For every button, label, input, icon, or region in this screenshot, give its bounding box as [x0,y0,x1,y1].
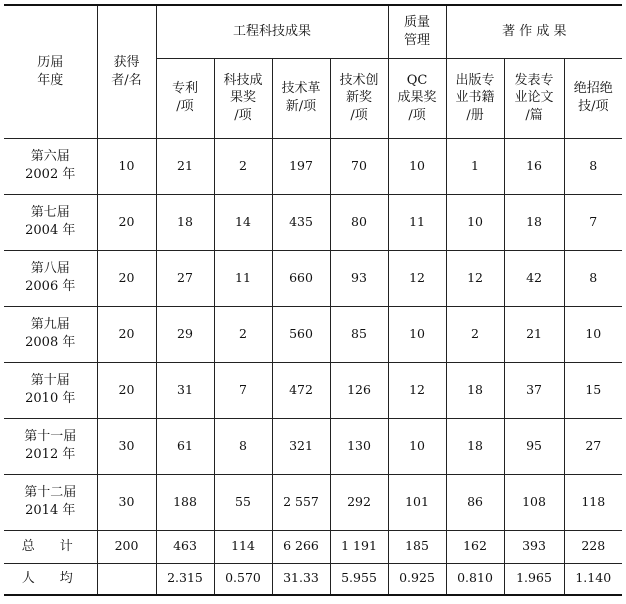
table-body [4,138,622,595]
cell-qc: 10 [388,138,446,194]
cell-papers: 18 [504,194,564,250]
header-innov-award: 技术创 新奖 /项 [330,58,388,138]
cell-sci-award: 2 [214,138,272,194]
cell-skills: 10 [564,306,622,362]
cell-innov-award: 93 [330,250,388,306]
cell-skills: 8 [564,138,622,194]
cell-skills: 27 [564,418,622,474]
cell-books: 86 [446,474,504,530]
cell-sci-award: 14 [214,194,272,250]
cell-skills: 1.140 [564,563,622,595]
header-group-publications: 著 作 成 果 [446,5,622,58]
cell-qc: 12 [388,362,446,418]
cell-sci-award: 114 [214,530,272,563]
header-innovation: 技术革 新/项 [272,58,330,138]
cell-year: 第十一届 2012 年 [4,418,97,474]
table-header [4,5,622,138]
total-row [4,530,622,563]
table-row [4,362,622,418]
cell-patent: 31 [156,362,214,418]
cell-papers: 37 [504,362,564,418]
cell-year: 第七届 2004 年 [4,194,97,250]
header-year: 历届 年度 [4,5,97,138]
cell-year: 第十二届 2014 年 [4,474,97,530]
cell-books: 18 [446,362,504,418]
cell-winners: 30 [97,474,156,530]
cell-books: 10 [446,194,504,250]
table-row [4,306,622,362]
cell-innovation: 6 266 [272,530,330,563]
cell-year: 第六届 2002 年 [4,138,97,194]
cell-patent: 29 [156,306,214,362]
cell-winners: 30 [97,418,156,474]
cell-books: 12 [446,250,504,306]
cell-winners: 10 [97,138,156,194]
cell-innovation: 31.33 [272,563,330,595]
cell-qc: 12 [388,250,446,306]
cell-innov-award: 80 [330,194,388,250]
cell-qc: 10 [388,306,446,362]
cell-year: 第九届 2008 年 [4,306,97,362]
cell-patent: 188 [156,474,214,530]
cell-innov-award: 5.955 [330,563,388,595]
cell-winners: 20 [97,250,156,306]
header-patent: 专利 /项 [156,58,214,138]
cell-innovation: 197 [272,138,330,194]
table-row [4,418,622,474]
cell-books: 162 [446,530,504,563]
header-skills: 绝招绝 技/项 [564,58,622,138]
cell-winners: 20 [97,362,156,418]
cell-innovation: 660 [272,250,330,306]
cell-winners: 20 [97,306,156,362]
cell-qc: 10 [388,418,446,474]
cell-papers: 108 [504,474,564,530]
header-books: 出版专 业书籍 /册 [446,58,504,138]
cell-skills: 228 [564,530,622,563]
cell-patent: 27 [156,250,214,306]
cell-books: 1 [446,138,504,194]
cell-patent: 21 [156,138,214,194]
cell-innovation: 435 [272,194,330,250]
cell-year: 第八届 2006 年 [4,250,97,306]
table-row [4,194,622,250]
cell-total-label: 总 计 [4,530,97,563]
cell-patent: 463 [156,530,214,563]
cell-sci-award: 8 [214,418,272,474]
table-row [4,138,622,194]
cell-books: 0.810 [446,563,504,595]
cell-sci-award: 11 [214,250,272,306]
cell-innov-award: 130 [330,418,388,474]
cell-innov-award: 85 [330,306,388,362]
cell-skills: 15 [564,362,622,418]
average-row [4,563,622,595]
cell-innov-award: 292 [330,474,388,530]
cell-skills: 118 [564,474,622,530]
cell-average-label: 人 均 [4,563,97,595]
cell-innovation: 560 [272,306,330,362]
header-group-quality: 质量 管理 [388,5,446,58]
cell-qc: 0.925 [388,563,446,595]
cell-innov-award: 126 [330,362,388,418]
header-papers: 发表专 业论文 /篇 [504,58,564,138]
cell-sci-award: 0.570 [214,563,272,595]
achievement-table [4,4,622,596]
table-row [4,474,622,530]
cell-innovation: 472 [272,362,330,418]
cell-innov-award: 1 191 [330,530,388,563]
cell-winners: 20 [97,194,156,250]
cell-patent: 61 [156,418,214,474]
cell-sci-award: 7 [214,362,272,418]
cell-innovation: 321 [272,418,330,474]
table-row [4,250,622,306]
cell-patent: 18 [156,194,214,250]
cell-winners [97,563,156,595]
cell-skills: 8 [564,250,622,306]
cell-papers: 393 [504,530,564,563]
cell-books: 2 [446,306,504,362]
cell-qc: 185 [388,530,446,563]
header-qc: QC 成果奖 /项 [388,58,446,138]
cell-sci-award: 55 [214,474,272,530]
cell-papers: 21 [504,306,564,362]
cell-papers: 95 [504,418,564,474]
cell-winners: 200 [97,530,156,563]
cell-sci-award: 2 [214,306,272,362]
header-group-engineering: 工程科技成果 [156,5,388,58]
cell-papers: 42 [504,250,564,306]
cell-qc: 11 [388,194,446,250]
cell-innovation: 2 557 [272,474,330,530]
cell-skills: 7 [564,194,622,250]
cell-books: 18 [446,418,504,474]
cell-year: 第十届 2010 年 [4,362,97,418]
cell-qc: 101 [388,474,446,530]
cell-papers: 1.965 [504,563,564,595]
cell-innov-award: 70 [330,138,388,194]
cell-patent: 2.315 [156,563,214,595]
header-winners: 获得 者/名 [97,5,156,138]
header-sci-award: 科技成 果奖 /项 [214,58,272,138]
cell-papers: 16 [504,138,564,194]
